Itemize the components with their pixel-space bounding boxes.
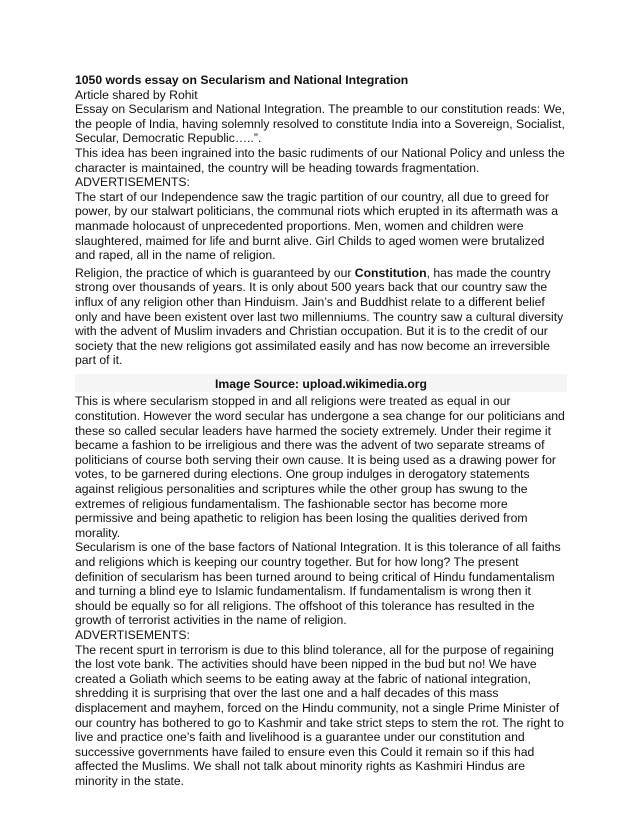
paragraph-national-integration: Secularism is one of the base factors of National Integration. It is this tolerance of all faiths and religions which is keeping our country together. But for how long? The present definition of secularism has been turned around to being critical of Hindu fundamentalism and turning a blind eye to Islamic fundamentalism. If fundamentalism is wrong then it should be equally so for all religions. The offshoot of this tolerance has resulted in the growth of terrorist activities in the name of religion. <box>75 540 561 628</box>
paragraph-terrorism: The recent spurt in terrorism is due to this blind tolerance, all for the purpose of regaining the lost vote bank. The activities should have been nipped in the bud but no! We have created a Goliath which seems to be eating away at the fabric of national integration, shredding it is surprising that over the last one and a half decades of this mass displacement and mayhem, forced on the Hindu community, not a single Prime Minister of our country has bothered to go to Kashmir and take strict steps to stem the rot. The right to live and practice one’s faith and livelihood is a guarantee under our constitution and successive governments have failed to ensure even this Could it remain so if this had affected the Muslims. We shall not talk about minority rights as Kashmiri Hindus are minority in the state. <box>75 642 564 788</box>
article-byline: Article shared by Rohit <box>75 87 198 102</box>
paragraph-ingrained: This idea has been ingrained into the basic rudiments of our National Policy and unless the character is maintained, the country will be heading towards fragmentation. <box>75 145 565 175</box>
paragraph-religion-start: Religion, the practice of which is guaranteed by our <box>75 265 355 280</box>
constitution-bold-text: Constitution <box>354 265 427 280</box>
article-title: 1050 words essay on Secularism and National Integration <box>75 73 409 87</box>
paragraph-religion <box>75 266 567 368</box>
paragraph-religion-end: , has made the country strong over thousands of years. It is only about 500 years back that our country saw the influx of any religion other than Hinduism. Jain’s and Buddhist relate to a different belief only and have been existent over last two millenniums. The country saw a cultural diversity with the advent of Muslim invaders and Christian occupation. But it is to the credit of our society that the new religions got assimilated easily and has now become an irreversible part of it. <box>75 265 564 368</box>
advertisement-label: ADVERTISEMENTS: <box>75 627 190 642</box>
paragraph-partition: The start of our Independence saw the tragic partition of our country, all due to greed for power, by our stalwart politicians, the communal riots which erupted in its aftermath was a manmade holocaust of unprecedented proportions. Men, women and children were slaughtered, maimed for life and burnt alive. Girl Childs to aged women were brutalized and raped, all in the name of religion. <box>75 189 558 263</box>
paragraph-preamble: Essay on Secularism and National Integration. The preamble to our constitution reads: We, the people of India, having solemnly resolved to constitute India into a Sovereign, Socialist, Secular, Democratic Republic…..”. <box>75 102 566 146</box>
article-body <box>75 73 567 789</box>
paragraph-secularism-stopped: This is where secularism stopped in and all religions were treated as equal in our constitution. However the word secular has undergone a sea change for our politicians and these so called secular leaders have harmed the society extremely. Under their regime it became a fashion to be irreligious and there was the advent of two separate streams of politicians of course both serving their own cause. It is being used as a drawing power for votes, to be garnered during elections. One group indulges in derogatory statements against religious personalities and scriptures while the other group has swung to the extremes of religious fundamentalism. The fashionable sector has become more permissive and being apathetic to religion has been losing the qualities derived from morality. <box>75 394 565 540</box>
image-source-caption: Image Source: upload.wikimedia.org <box>75 374 567 393</box>
advertisement-label: ADVERTISEMENTS: <box>75 175 190 190</box>
